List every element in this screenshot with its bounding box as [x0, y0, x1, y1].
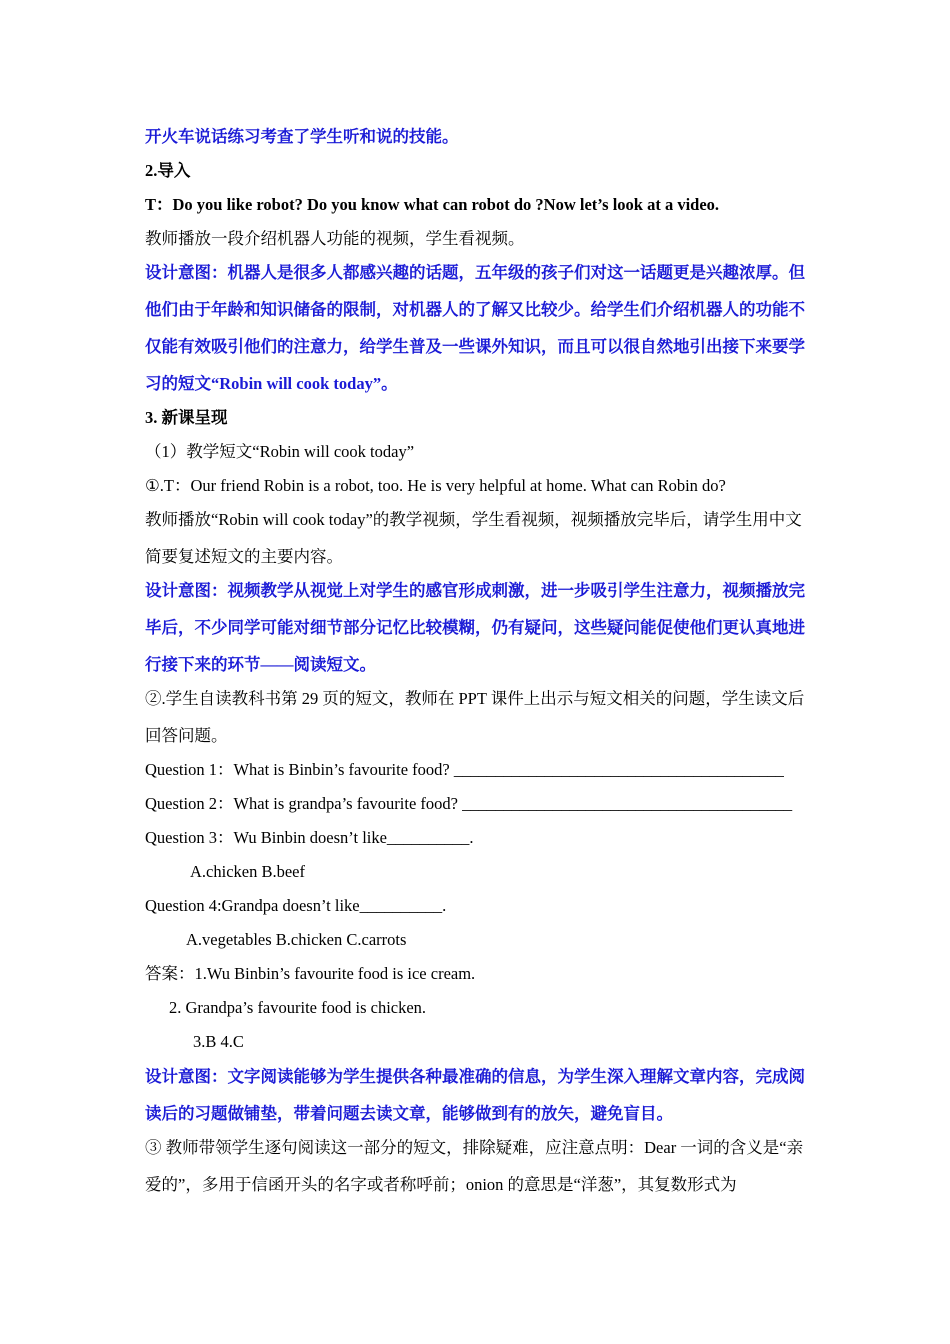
- answer-line: 2. Grandpa’s favourite food is chicken.: [169, 998, 427, 1017]
- teacher-dialogue: T：Do you like robot? Do you know what can robot do ?Now let’s look at a video.: [145, 195, 720, 214]
- section-heading: 3. 新课呈现: [145, 408, 228, 427]
- answer-line: 3.B 4.C: [193, 1032, 244, 1051]
- paragraph-line: 回答问题。: [145, 726, 228, 745]
- design-intent-text: 开火车说话练习考查了学生听和说的技能。: [145, 127, 459, 146]
- question-line: Question 1：What is Binbin’s favourite food? ________________________________________: [145, 760, 784, 779]
- paragraph-line: ③ 教师带领学生逐句阅读这一部分的短文，排除疑难，应注意点明：Dear 一词的含义是“亲: [145, 1138, 804, 1157]
- question-line: Question 4:Grandpa doesn’t like__________.: [145, 896, 447, 915]
- design-intent-text: 设计意图：视频教学从视觉上对学生的感官形成刺激，进一步吸引学生注意力，视频播放完: [145, 581, 805, 600]
- design-intent-text: 设计意图：文字阅读能够为学生提供各种最准确的信息，为学生深入理解文章内容，完成阅: [145, 1067, 805, 1086]
- paragraph-line: 简要复述短文的主要内容。: [145, 547, 343, 566]
- answer-options: A.vegetables B.chicken C.carrots: [186, 930, 407, 949]
- design-intent-text: 他们由于年龄和知识储备的限制，对机器人的了解又比较少。给学生们介绍机器人的功能不: [145, 300, 805, 319]
- design-intent-text: 毕后，不少同学可能对细节部分记忆比较模糊，仍有疑问，这些疑问能促使他们更认真地进: [145, 618, 805, 637]
- section-heading: 2.导入: [145, 161, 191, 180]
- question-line: Question 2：What is grandpa’s favourite food? ________________________________________: [145, 794, 793, 813]
- design-intent-text: 行接下来的环节——阅读短文。: [145, 655, 376, 674]
- design-intent-text: 读后的习题做铺垫，带着问题去读文章，能够做到有的放矢，避免盲目。: [145, 1104, 673, 1123]
- design-intent-text: 习的短文“Robin will cook today”。: [145, 374, 398, 393]
- paragraph-line: ②.学生自读教科书第 29 页的短文，教师在 PPT 课件上出示与短文相关的问题，学生读文后: [145, 689, 805, 708]
- question-line: Question 3：Wu Binbin doesn’t like__________.: [145, 828, 474, 847]
- answer-options: A.chicken B.beef: [190, 862, 305, 881]
- answer-line: 答案：1.Wu Binbin’s favourite food is ice cream.: [145, 964, 476, 983]
- design-intent-text: 仅能有效吸引他们的注意力，给学生普及一些课外知识，而且可以很自然地引出接下来要学: [145, 337, 805, 356]
- paragraph-line: 教师播放“Robin will cook today”的教学视频，学生看视频，视频播放完毕后，请学生用中文: [145, 510, 802, 529]
- teacher-dialogue: ①.T：Our friend Robin is a robot, too. He is very helpful at home. What can Robin do?: [145, 476, 726, 495]
- design-intent-text: 设计意图：机器人是很多人都感兴趣的话题，五年级的孩子们对这一话题更是兴趣浓厚。但: [145, 263, 805, 282]
- subsection-heading: （1）教学短文“Robin will cook today”: [145, 442, 415, 461]
- paragraph-line: 教师播放一段介绍机器人功能的视频，学生看视频。: [145, 229, 525, 248]
- paragraph-line: 爱的”，多用于信函开头的名字或者称呼前；onion 的意思是“洋葱”，其复数形式为: [145, 1175, 737, 1194]
